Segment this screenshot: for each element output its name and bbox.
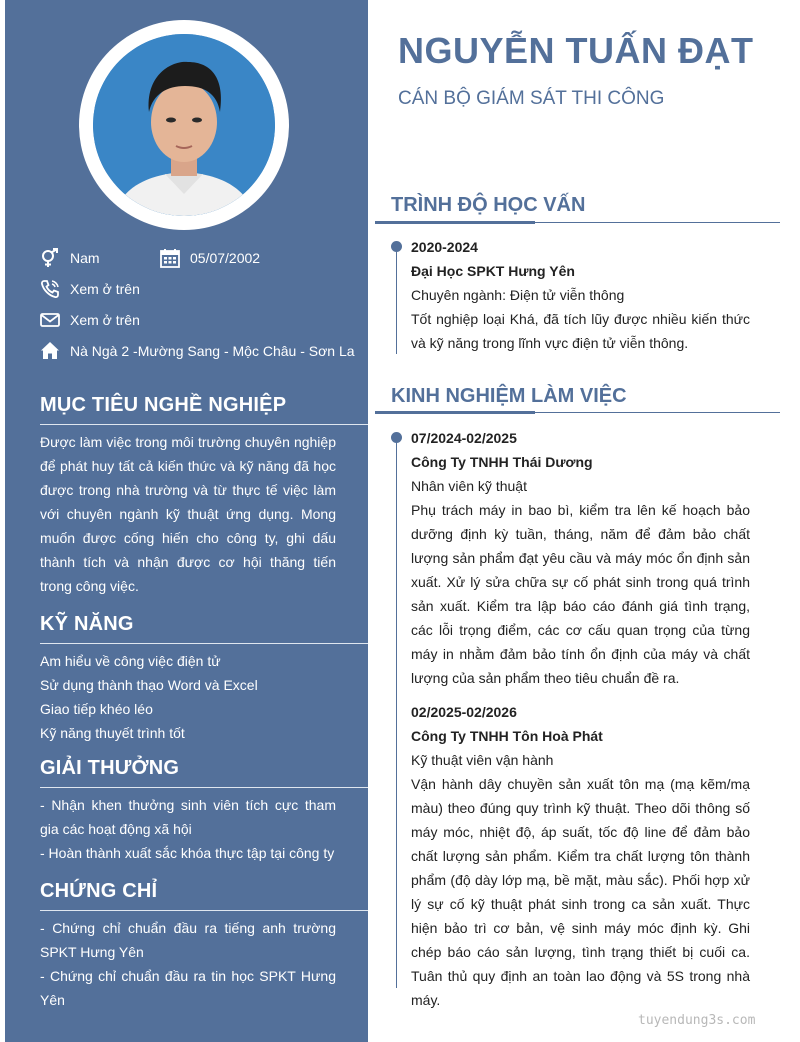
address-value: Nà Ngà 2 -Mường Sang - Mộc Châu - Sơn La — [70, 343, 355, 359]
awards-heading: GIẢI THƯỞNG — [40, 757, 180, 779]
section-divider — [40, 424, 368, 425]
section-divider — [375, 412, 780, 413]
experience-entry — [411, 426, 750, 690]
timeline-dot — [391, 432, 402, 443]
entry-description: Vận hành dây chuyền sản xuất tôn mạ (mạ kẽm/mạ màu) theo đúng quy trình kỹ thuật. Theo dõi thông số máy móc, nhiệt độ, áp suất, tốc độ line để đảm bảo chất lượng sản phẩm. Kiểm tra chất lượng tôn thành phẩm (độ dày lớp mạ, bề mặt, màu sắc). Phối hợp xử lý sự cố kỹ thuật phát sinh trong ca sản xuất. Thực hiện bảo trì cơ bản, vệ sinh máy móc định kỳ. Ghi chép báo cáo sản lượng, tình trạng thiết bị cuối ca. Tuân thủ quy định an toàn lao động và 5S trong nhà máy. — [411, 776, 750, 1008]
gender-row — [40, 248, 100, 268]
email-value: Xem ở trên — [70, 312, 140, 328]
entry-position: Nhân viên kỹ thuật — [411, 478, 527, 494]
skills-list — [40, 649, 340, 745]
certificates-heading: CHỨNG CHỈ — [40, 880, 158, 902]
education-heading: TRÌNH ĐỘ HỌC VẤN — [391, 194, 586, 216]
entry-position: Kỹ thuật viên vận hành — [411, 752, 554, 768]
phone-value: Xem ở trên — [70, 281, 140, 297]
experience-entry — [411, 700, 750, 1012]
list-item: - Chứng chỉ chuẩn đầu ra tiếng anh trường SPKT Hưng Yên — [40, 920, 336, 960]
entry-school: Đại Học SPKT Hưng Yên — [411, 263, 575, 279]
career-objective-text: Được làm việc trong môi trường chuyên nghiệp để phát huy tất cả kiến thức và kỹ năng đã học được trong nhà trường và từ thực tế việc làm với chuyên ngành kỹ thuật ứng dụng. Mong muốn được cống hiến cho công ty, ghi dấu thành tích và nhận được cơ hội thăng tiến trong công việc. — [40, 434, 336, 594]
entry-company: Công Ty TNHH Tôn Hoà Phát — [411, 728, 603, 744]
career-objective-heading: MỤC TIÊU NGHỀ NGHIỆP — [40, 394, 287, 416]
awards-list — [40, 793, 336, 865]
list-item: Am hiểu về công việc điện tử — [40, 653, 221, 669]
entry-description: Tốt nghiệp loại Khá, đã tích lũy được nhiều kiến thức và kỹ năng trong lĩnh vực điện tử viễn thông. — [411, 311, 750, 351]
entry-description: Phụ trách máy in bao bì, kiểm tra lên kế hoạch bảo dưỡng định kỳ tuần, tháng, năm để đảm bảo chất lượng sản phẩm đạt yêu cầu và máy móc ổn định sản xuất. Xử lý sửa chữa sự cố phát sinh trong quá trình sản xuất. Kiểm tra lập báo cáo đánh giá tình trạng, các lỗi trọng điểm, các cơ cấu quan trọng của từng máy in nhằm đảm bảo tính ổn định của máy và chất lượng của sản phẩm theo tiêu chuẩn đề ra. — [411, 502, 750, 686]
timeline-line — [396, 246, 397, 354]
candidate-name: NGUYỄN TUẤN ĐẠT — [398, 30, 754, 71]
phone-row — [40, 279, 140, 299]
section-divider — [375, 222, 780, 223]
sidebar — [5, 0, 368, 1042]
skills-heading: KỸ NĂNG — [40, 613, 134, 635]
birthday-value: 05/07/2002 — [190, 250, 261, 266]
section-divider — [40, 910, 368, 911]
email-row — [40, 310, 140, 330]
timeline-dot — [391, 241, 402, 252]
entry-period: 07/2024-02/2025 — [411, 430, 517, 446]
watermark: tuyendung3s.com — [638, 1013, 756, 1028]
section-divider — [40, 643, 368, 644]
phone-icon — [40, 279, 60, 299]
avatar-frame — [79, 20, 289, 230]
birthday-row — [160, 248, 260, 268]
section-divider — [40, 787, 368, 788]
list-item: Kỹ năng thuyết trình tốt — [40, 725, 185, 741]
entry-period: 02/2025-02/2026 — [411, 704, 517, 720]
avatar — [93, 34, 275, 216]
entry-period: 2020-2024 — [411, 239, 478, 255]
experience-heading: KINH NGHIỆM LÀM VIỆC — [391, 385, 627, 407]
address-row — [40, 341, 355, 361]
list-item: - Chứng chỉ chuẩn đầu ra tin học SPKT Hưng Yên — [40, 968, 336, 1008]
gender-icon — [40, 248, 60, 268]
certificates-list — [40, 916, 336, 1012]
entry-major: Chuyên ngành: Điện tử viễn thông — [411, 287, 625, 303]
portrait-photo — [93, 34, 275, 216]
timeline-line — [396, 437, 397, 988]
entry-company: Công Ty TNHH Thái Dương — [411, 454, 593, 470]
email-icon — [40, 310, 60, 330]
list-item: - Hoàn thành xuất sắc khóa thực tập tại công ty — [40, 845, 335, 861]
list-item: - Nhận khen thưởng sinh viên tích cực tham gia các hoạt động xã hội — [40, 797, 336, 837]
calendar-icon — [160, 248, 180, 268]
home-icon — [40, 341, 60, 361]
list-item: Sử dụng thành thạo Word và Excel — [40, 677, 258, 693]
candidate-role: CÁN BỘ GIÁM SÁT THI CÔNG — [398, 88, 665, 109]
list-item: Giao tiếp khéo léo — [40, 701, 153, 717]
gender-value: Nam — [70, 250, 100, 266]
education-entry — [411, 235, 750, 355]
